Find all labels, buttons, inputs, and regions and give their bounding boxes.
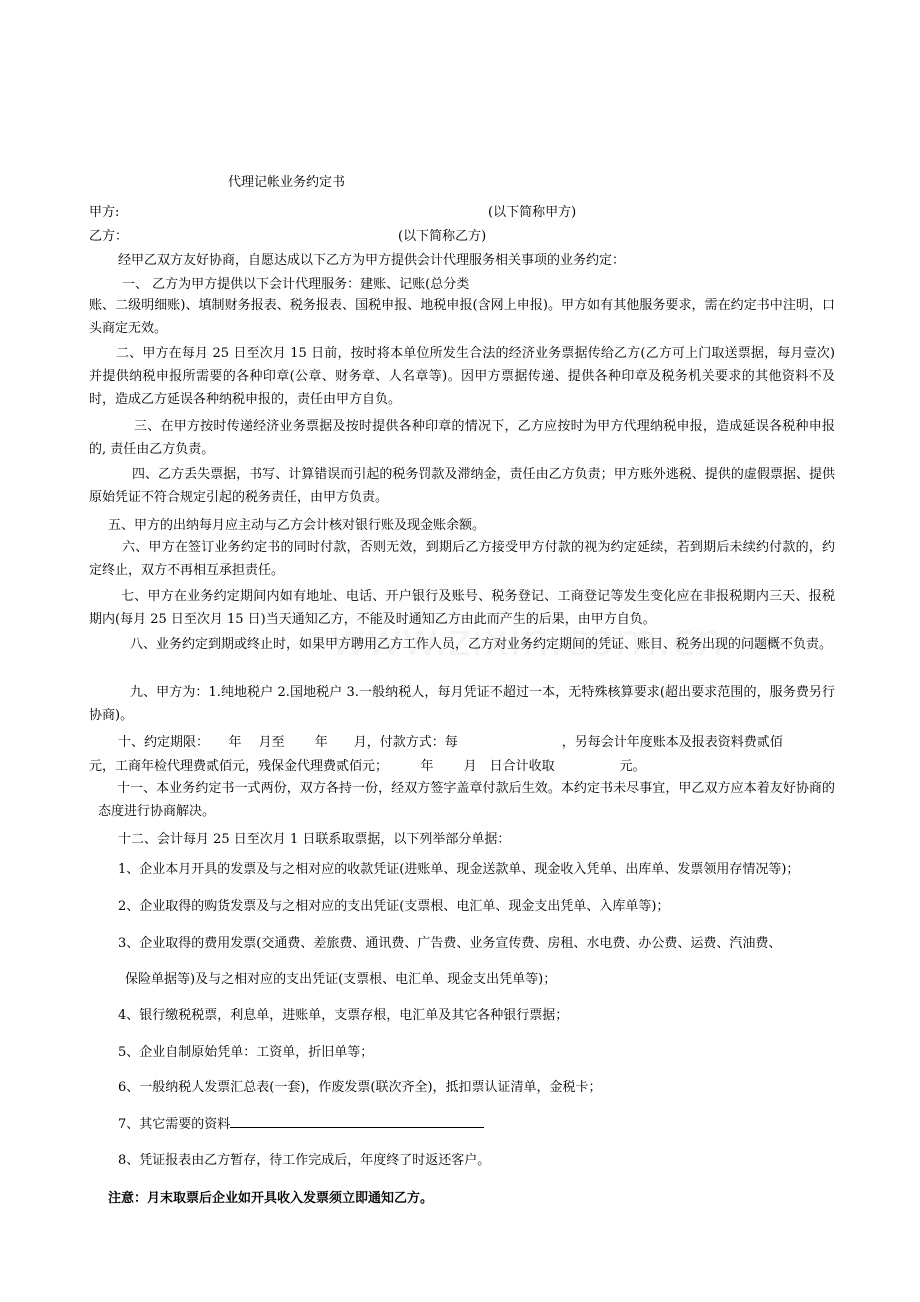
party-b-note: (以下简称乙方)	[398, 229, 487, 244]
clause-9: 九、甲方为：1.纯地税户 2.国地税户 3.一般纳税人，每月凭证不超过一本，无特殊核算要求(超出要求范围的，服务费另行协商)。	[89, 685, 835, 723]
clause-1-rest: 账、二级明细账)、填制财务报表、税务报表、国税申报、地税申报(含网上申报)。甲方如有其他服务要求，需在约定书中注明，口头商定无效。	[89, 298, 835, 336]
clause-5: 五、甲方的出纳每月应主动与乙方会计核对银行账及现金账余额。	[108, 518, 486, 533]
clause-6: 六、甲方在签订业务约定书的同时付款，否则无效，到期后乙方接受甲方付款的视为约定延续，若到期后未续约付款的，约定终止，双方不再相互承担责任。	[89, 540, 835, 578]
list-item-5: 5、企业自制原始凭单：工资单，折旧单等；	[118, 1045, 374, 1060]
document-title: 代理记帐业务约定书	[228, 175, 346, 190]
notice-text: 注意：月末取票后企业如开具收入发票须立即通知乙方。	[108, 1191, 434, 1206]
clause-10-line-2: 元，工商年检代理费贰佰元，残保金代理费贰佰元； 年 月 日合计收取 元。	[89, 759, 646, 774]
clause-2: 二、甲方在每月 25 日至次月 15 日前，按时将本单位所发生合法的经济业务票据传给乙方(乙方可上门取送票据，每月壹次)并提供纳税申报所需要的各种印章(公章、财务章、人名章等)。因甲方票据传递、提供各种印章及税务机关要求的其他资料不及时，造成乙方延误各种纳税申报的，责任由甲方自负。	[89, 346, 835, 407]
list-item-7	[118, 1113, 484, 1132]
blank-underline	[230, 1115, 484, 1128]
clause-10-line-1: 十、约定期限： 年 月至 年 月，付款方式：每 ，另每会计年度账本及报表资料费贰佰	[118, 735, 783, 750]
list-item-4: 4、银行缴税税票，利息单，进账单，支票存根，电汇单及其它各种银行票据；	[118, 1008, 569, 1023]
list-item-2: 2、企业取得的购货发票及与之相对应的支出凭证(支票根、电汇单、现金支出凭单、入库单等)；	[118, 899, 670, 914]
list-item-3-line-1: 3、企业取得的费用发票(交通费、差旅费、通讯费、广告费、业务宣传费、房租、水电费、办公费、运费、汽油费、	[118, 936, 782, 951]
list-item-8: 8、凭证报表由乙方暂存，待工作完成后，年度终了时返还客户。	[118, 1153, 491, 1168]
clause-4: 四、乙方丢失票据，书写、计算错误而引起的税务罚款及滞纳金，责任由乙方负责；甲方账外逃税、提供的虚假票据、提供原始凭证不符合规定引起的税务责任，由甲方负责。	[89, 467, 835, 505]
clause-12: 十二、会计每月 25 日至次月 1 日联系取票据，以下列举部分单据：	[118, 832, 511, 847]
list-item-1: 1、企业本月开具的发票及与之相对应的收款凭证(进账单、现金送款单、现金收入凭单、出库单、发票领用存情况等)；	[118, 862, 800, 877]
clause-11: 十一、本业务约定书一式两份，双方各持一份，经双方签字盖章付款后生效。本约定书未尽事宜，甲乙双方应本着友好协商的态度进行协商解决。	[98, 781, 835, 819]
intro-text: 经甲乙双方友好协商，自愿达成以下乙方为甲方提供会计代理服务相关事项的业务约定：	[118, 253, 626, 268]
party-b-label: 乙方：	[89, 229, 129, 244]
clause-8: 八、业务约定到期或终止时，如果甲方聘用乙方工作人员，乙方对业务约定期间的凭证、账目、税务出现的问题概不负责。	[130, 637, 833, 652]
clause-3: 三、在甲方按时传递经济业务票据及按时提供各种印章的情况下，乙方应按时为甲方代理纳税申报，造成延误各税种申报的, 责任由乙方负责。	[89, 419, 835, 457]
list-item-7-label: 7、其它需要的资料	[118, 1117, 231, 1132]
clause-1-line-1: 一、 乙方为甲方提供以下会计代理服务：建账、记账(总分类	[122, 277, 470, 292]
party-a-note: (以下简称甲方)	[488, 205, 577, 220]
list-item-3-line-2: 保险单据等)及与之相对应的支出凭证(支票根、电汇单、现金支出凭单等)；	[125, 972, 557, 987]
party-a-label: 甲方:	[89, 205, 120, 220]
clause-7: 七、甲方在业务约定期间内如有地址、电话、开户银行及账号、税务登记、工商登记等发生变化应在非报税期内三天、报税期内(每月 25 日至次月 15 日)当天通知乙方，不能及时通知乙方由此而产生的后果，由甲方自负。	[89, 589, 835, 627]
list-item-6: 6、一般纳税人发票汇总表(一套)，作废发票(联次齐全)，抵扣票认证清单，金税卡；	[118, 1080, 602, 1095]
